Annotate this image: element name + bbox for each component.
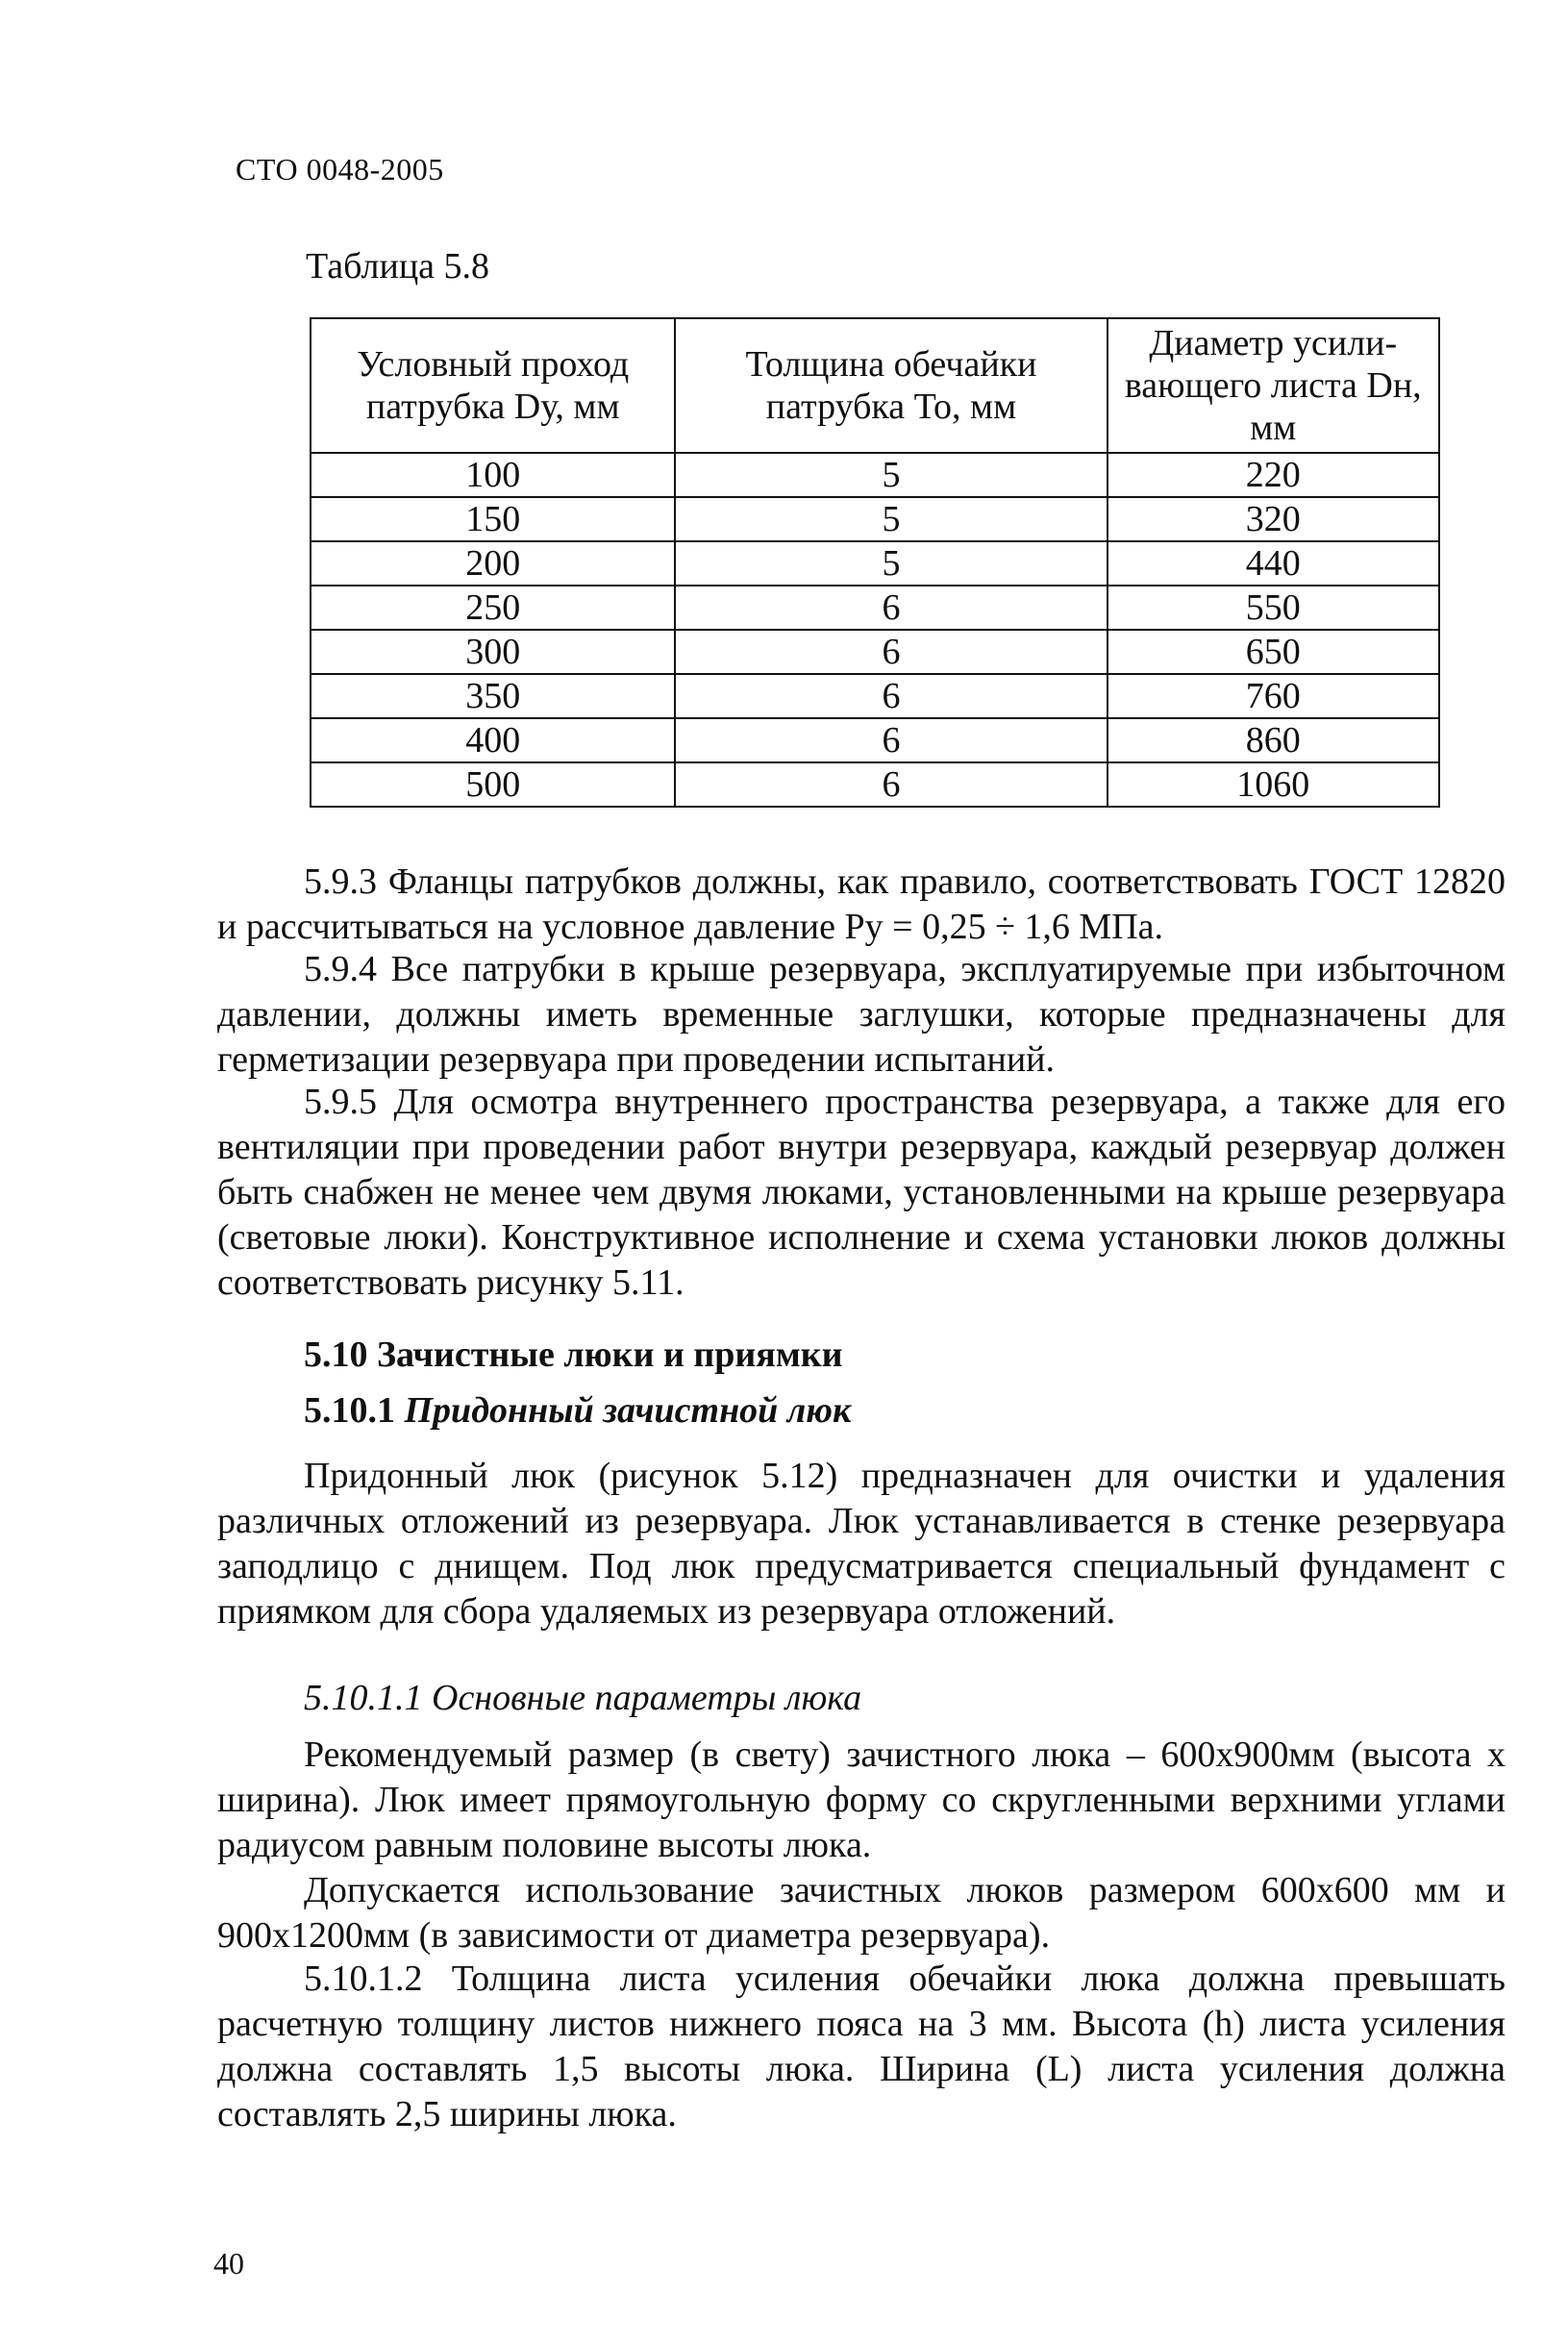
paragraph-allowed-sizes: Допускается использование зачистных люков размером 600х600 мм и 900х1200мм (в зависимости от диаметра резервуара).: [217, 1870, 1506, 1956]
table-cell: 6: [675, 630, 1107, 674]
table-row: [311, 718, 1439, 762]
table-cell: 5: [675, 497, 1107, 541]
table-cell: 150: [311, 497, 675, 541]
table-header-row: [311, 318, 1439, 453]
paragraph-5-9-5: 5.9.5 Для осмотра внутреннего пространства резервуара, а также для его вентиляции при проведении работ внутри резервуара, каждый резервуар должен быть снабжен не менее чем двумя люками, установленными на крыше резервуара (световые люки). Конструктивное исполнение и схема установки люков должны соответствовать рисунку 5.11.: [217, 1082, 1506, 1303]
table-cell: 400: [311, 718, 675, 762]
table-cell: 250: [311, 586, 675, 630]
table-cell: 440: [1108, 541, 1439, 586]
table-cell: 300: [311, 630, 675, 674]
document-code: СТО 0048-2005: [236, 152, 444, 187]
table-cell: 350: [311, 674, 675, 718]
table-row: [311, 762, 1439, 807]
paragraph-5-10-1: Придонный люк (рисунок 5.12) предназначен для очистки и удаления различных отложений из резервуара. Люк устанавливается в стенке резервуара заподлицо с днищем. Под люк предусматривается специальный фундамент с приямком для сбора удаляемых из резервуара отложений.: [217, 1456, 1506, 1632]
column-header: Толщина обечайки патрубка То, мм: [675, 318, 1107, 453]
table-cell: 6: [675, 586, 1107, 630]
paragraph-5-9-4: 5.9.4 Все патрубки в крыше резервуара, эксплуатируемые при избыточном давлении, должны иметь временные заглушки, которые предназначены для герметизации резервуара при проведении испытаний.: [217, 949, 1506, 1080]
subsection-heading-5-10-1: [304, 1389, 851, 1432]
table-cell: 860: [1108, 718, 1439, 762]
parameters-table: [310, 317, 1440, 808]
table-row: [311, 497, 1439, 541]
table-cell: 220: [1108, 453, 1439, 497]
table-cell: 1060: [1108, 762, 1439, 807]
table-row: [311, 453, 1439, 497]
column-header: Условный проход патрубка Dу, мм: [311, 318, 675, 453]
table-row: [311, 541, 1439, 586]
table-cell: 760: [1108, 674, 1439, 718]
table-cell: 100: [311, 453, 675, 497]
table-cell: 5: [675, 541, 1107, 586]
table-cell: 650: [1108, 630, 1439, 674]
table-cell: 6: [675, 762, 1107, 807]
paragraph-hatch-size: Рекомендуемый размер (в свету) зачистного люка – 600х900мм (высота х ширина). Люк имеет прямоугольную форму со скругленными верхними углами радиусом равным половине высоты люка.: [217, 1734, 1506, 1865]
section-heading-5-10: 5.10 Зачистные люки и приямки: [304, 1335, 843, 1375]
table-caption: Таблица 5.8: [306, 246, 490, 287]
table-cell: 5: [675, 453, 1107, 497]
table-row: [311, 630, 1439, 674]
table-cell: 6: [675, 674, 1107, 718]
table-cell: 550: [1108, 586, 1439, 630]
page-number: 40: [213, 2246, 244, 2281]
subsection-title: Придонный зачистной люк: [404, 1390, 852, 1431]
column-header: Диаметр усили-вающего листа Dн, мм: [1108, 318, 1439, 453]
paragraph-5-9-3: 5.9.3 Фланцы патрубков должны, как правило, соответствовать ГОСТ 12820 и рассчитываться на условное давление Pу = 0,25 ÷ 1,6 МПа.: [217, 861, 1506, 947]
table-cell: 200: [311, 541, 675, 586]
paragraph-5-10-1-2: 5.10.1.2 Толщина листа усиления обечайки люка должна превышать расчетную толщину листов нижнего пояса на 3 мм. Высота (h) листа усиления должна составлять 1,5 высоты люка. Ширина (L) листа усиления должна составлять 2,5 ширины люка.: [217, 1958, 1506, 2134]
table-cell: 500: [311, 762, 675, 807]
table-cell: 320: [1108, 497, 1439, 541]
subsection-heading-5-10-1-1: 5.10.1.1 Основные параметры люка: [304, 1678, 862, 1718]
table-cell: 6: [675, 718, 1107, 762]
subsection-number: 5.10.1: [304, 1390, 395, 1431]
table-row: [311, 586, 1439, 630]
table-row: [311, 674, 1439, 718]
